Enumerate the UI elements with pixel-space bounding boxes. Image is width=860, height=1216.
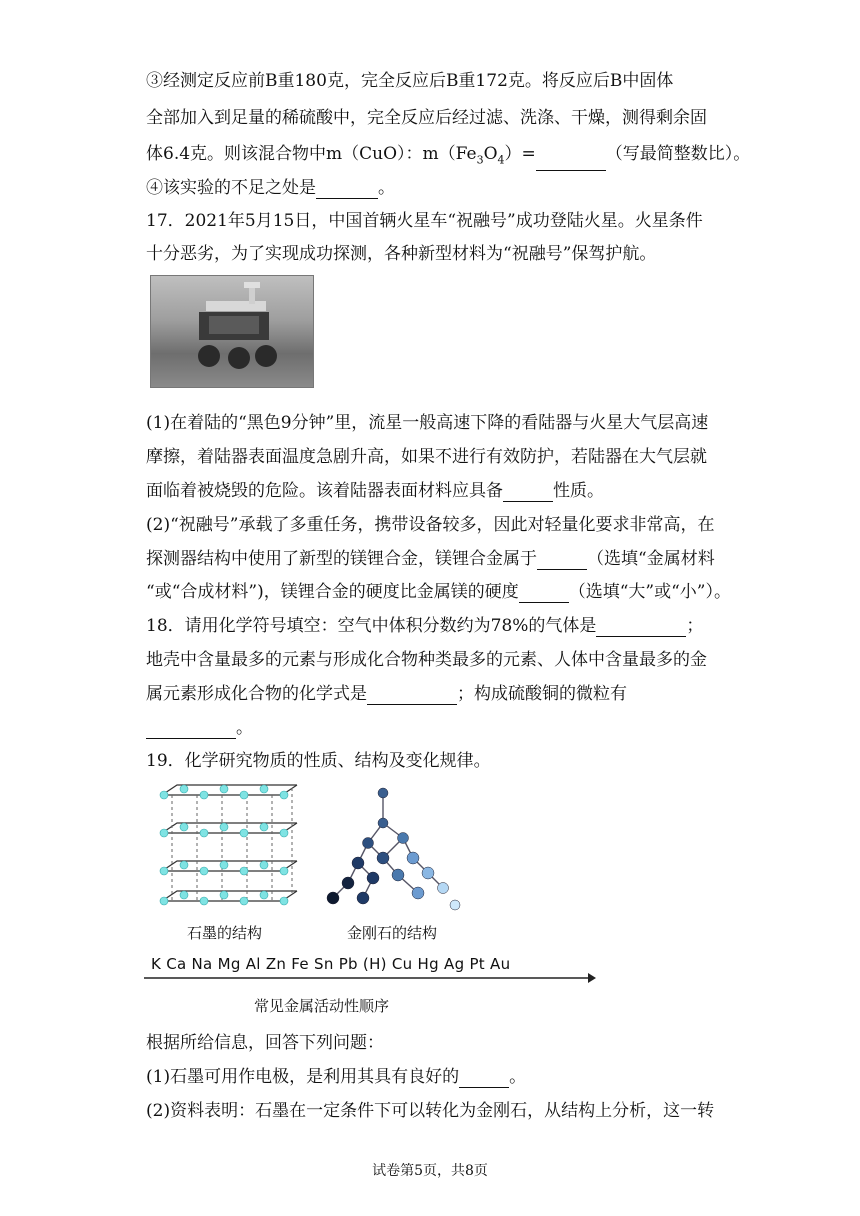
answer-blank[interactable] [146,720,236,739]
text-segment: （选填“大”或“小”）。 [568,582,731,602]
graphite-caption: 石墨的结构 [187,924,263,942]
text-line [146,177,395,199]
text-line: 十分恶劣，为了实现成功探测，各种新型材料为“祝融号”保驾护航。 [146,244,657,264]
text-segment: （选填“金属材料 [587,549,715,569]
text-line: 根据所给信息，回答下列问题： [146,1033,384,1053]
page-footer: 试卷第5页，共8页 [372,1163,488,1179]
answer-blank[interactable] [316,180,378,199]
diamond-caption: 金刚石的结构 [347,924,438,942]
text-segment: ④该实验的不足之处是 [146,178,316,198]
text-line: ③经测定反应前B重180克，完全反应后B重172克。将反应后B中固体 [146,71,674,91]
text-line [146,717,253,739]
series-caption: 常见金属活动性顺序 [254,997,390,1015]
text-segment: 。 [509,1067,527,1087]
subscript: 4 [497,153,505,167]
question-19-part-1 [146,1066,526,1088]
text-segment: ； [686,616,704,636]
diamond-structure-diagram [318,783,468,913]
answer-blank[interactable] [367,686,457,705]
text-segment: ）= [504,144,536,164]
question-18 [146,615,703,637]
answer-blank[interactable] [536,152,606,171]
answer-blank[interactable] [503,483,553,502]
text-segment: “或“合成材料”)，镁锂合金的硬度比金属镁的硬度 [146,582,519,602]
text-segment: 探测器结构中使用了新型的镁锂合金，镁锂合金属于 [146,549,537,569]
text-line: 摩擦，着陆器表面温度急剧升高，如果不进行有效防护，若陆器在大气层就 [146,447,707,467]
text-segment: O [483,144,498,164]
text-line [146,143,750,171]
text-segment: 性质。 [553,481,604,501]
text-line [146,480,604,502]
text-segment: 。 [378,178,395,198]
text-line: 全部加入到足量的稀硫酸中，完全反应后经过滤、洗涤、干燥，测得剩余固 [146,108,707,128]
text-segment: ；构成硫酸铜的微粒有 [457,684,627,704]
text-segment: 18．请用化学符号填空：空气中体积分数约为78%的气体是 [146,616,597,636]
text-line [146,548,715,570]
text-line: 地壳中含量最多的元素与形成化合物种类最多的元素、人体中含量最多的金 [146,650,707,670]
mars-rover-photo [150,275,314,388]
text-segment: (1)石墨可用作电极，是利用其具有良好的 [146,1067,460,1087]
answer-blank[interactable] [459,1069,509,1088]
question-19-part-2: (2)资料表明：石墨在一定条件下可以转化为金刚石，从结构上分析，这一转 [146,1101,715,1121]
answer-blank[interactable] [519,584,569,603]
question-17: 17．2021年5月15日，中国首辆火星车“祝融号”成功登陆火星。火星条件 [146,211,703,231]
text-segment: 体6.4克。则该混合物中m（CuO）：m（Fe [146,144,477,164]
question-19: 19．化学研究物质的性质、结构及变化规律。 [146,751,491,771]
text-segment: （写最简整数比）。 [605,144,751,164]
answer-blank[interactable] [537,551,587,570]
text-segment: 属元素形成化合物的化学式是 [146,684,367,704]
question-17-part-1: (1)在着陆的“黑色9分钟”里，流星一般高速下降的看陆器与火星大气层高速 [146,413,709,433]
graphite-structure-diagram [152,783,302,913]
text-segment: 。 [236,718,253,738]
text-segment: 面临着被烧毁的危险。该着陆器表面材料应具备 [146,481,503,501]
series-arrow [144,972,596,984]
subscript: 3 [476,153,484,167]
metal-activity-series: K Ca Na Mg Al Zn Fe Sn Pb (H) Cu Hg Ag Pt Au [151,955,511,973]
answer-blank[interactable] [596,618,686,637]
text-line [146,581,731,603]
question-17-part-2: (2)“祝融号”承载了多重任务，携带设备较多，因此对轻量化要求非常高，在 [146,515,715,535]
text-line [146,683,627,705]
rover-image [151,276,313,387]
